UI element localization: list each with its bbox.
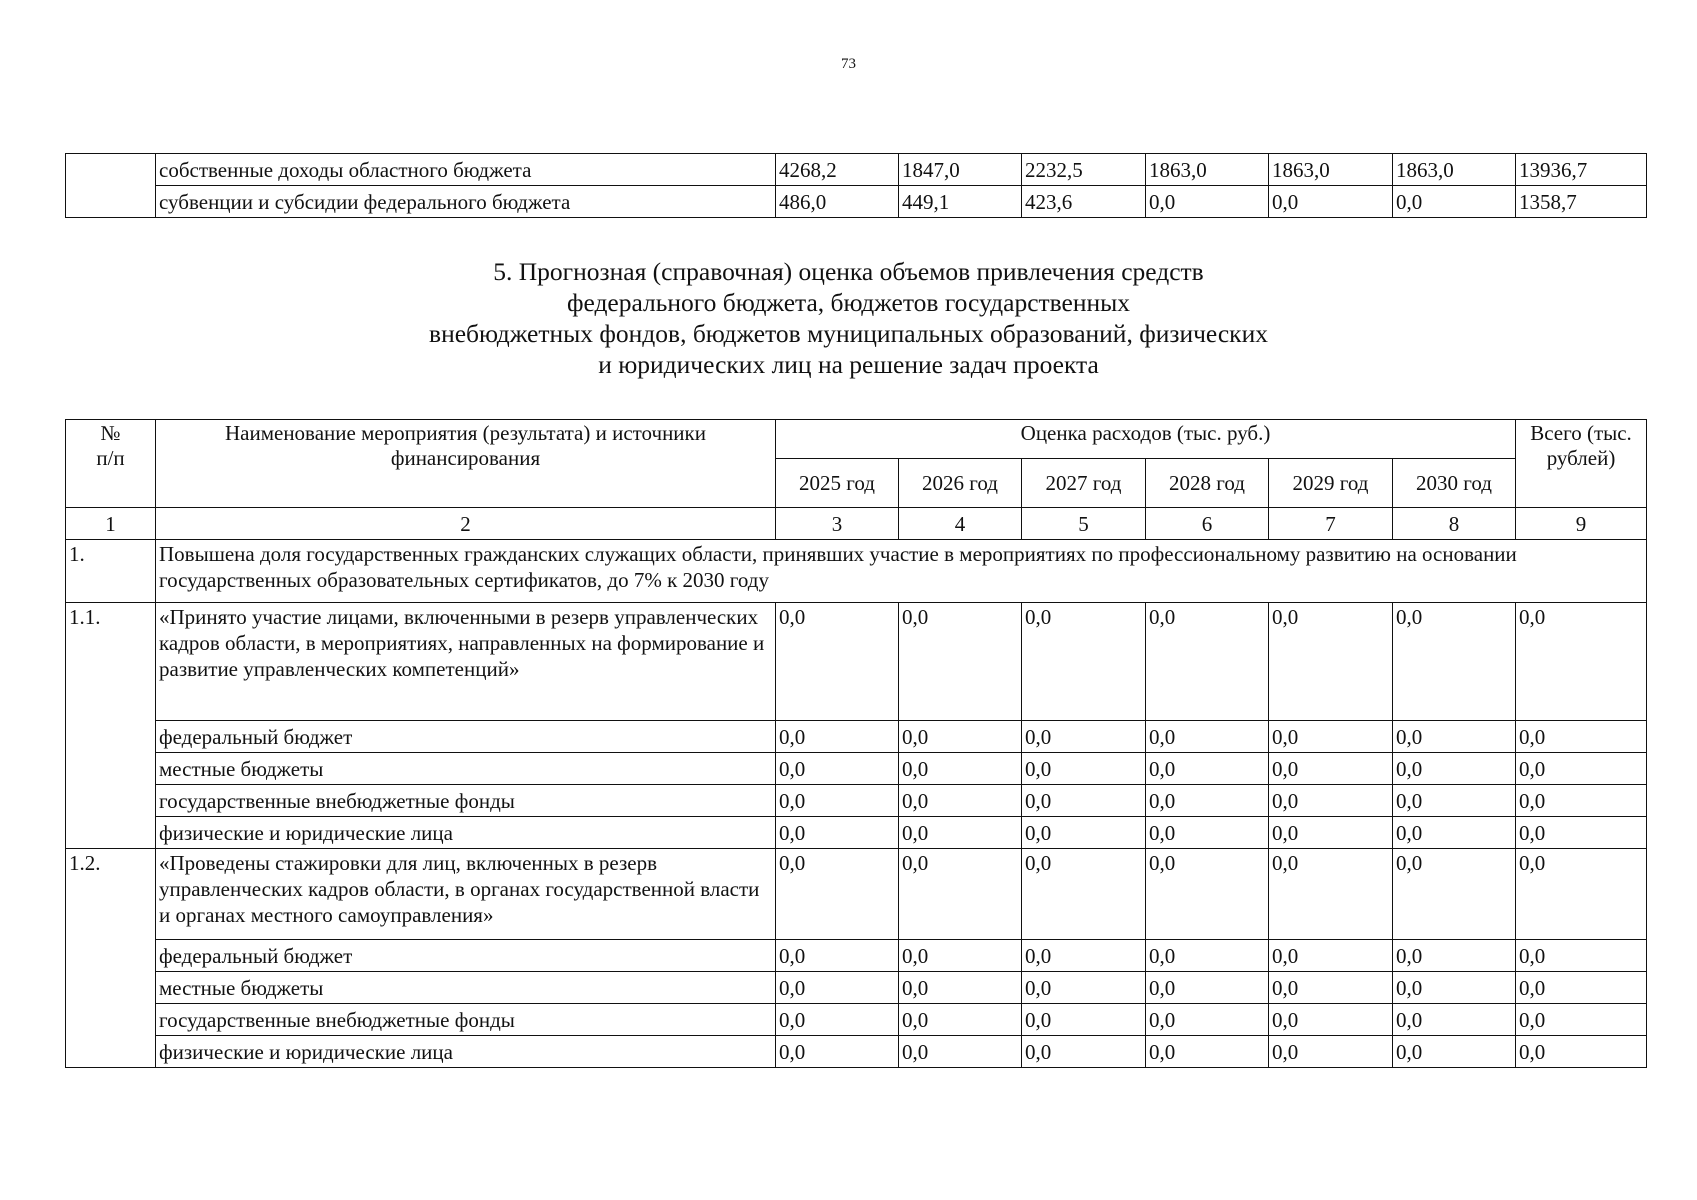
- section-title: [0, 256, 1697, 380]
- page-number: 73: [841, 56, 856, 72]
- value-cell: 0,0: [776, 785, 899, 817]
- source-label: местные бюджеты: [156, 972, 776, 1004]
- value-cell: 0,0: [1393, 940, 1516, 972]
- total-cell: 1358,7: [1516, 186, 1647, 218]
- value-cell: 0,0: [1393, 186, 1516, 218]
- total-cell: 0,0: [1516, 972, 1647, 1004]
- row-label: субвенции и субсидии федерального бюджета: [156, 186, 776, 218]
- source-row: [66, 721, 1647, 753]
- column-number: 9: [1516, 508, 1647, 540]
- main-table: [65, 419, 1647, 1068]
- value-cell: 0,0: [1022, 785, 1146, 817]
- value-cell: 0,0: [1022, 721, 1146, 753]
- value-cell: 0,0: [1146, 940, 1269, 972]
- total-cell: 0,0: [1516, 817, 1647, 849]
- value-cell: 0,0: [1022, 603, 1146, 721]
- section-title-line: федерального бюджета, бюджетов государственных: [566, 288, 1131, 317]
- value-cell: 0,0: [899, 753, 1022, 785]
- column-numbers-row: [66, 508, 1647, 540]
- value-cell: 0,0: [1146, 817, 1269, 849]
- value-cell: 0,0: [899, 603, 1022, 721]
- header-year: 2027 год: [1022, 459, 1146, 508]
- value-cell: 0,0: [1393, 972, 1516, 1004]
- item-text: «Принято участие лицами, включенными в резерв управленческих кадров области, в мероприятиях, направленных на формирование и развитие управленческих компетенций»: [156, 603, 776, 721]
- value-cell: 0,0: [1269, 753, 1393, 785]
- value-cell: 0,0: [1022, 753, 1146, 785]
- source-label: федеральный бюджет: [156, 940, 776, 972]
- value-cell: 0,0: [899, 817, 1022, 849]
- top-table: [65, 153, 1647, 218]
- total-cell: 0,0: [1516, 603, 1647, 721]
- value-cell: 0,0: [776, 1004, 899, 1036]
- source-label: федеральный бюджет: [156, 721, 776, 753]
- value-cell: 449,1: [899, 186, 1022, 218]
- value-cell: 0,0: [1269, 186, 1393, 218]
- value-cell: 0,0: [1269, 849, 1393, 940]
- header-estimate: Оценка расходов (тыс. руб.): [776, 420, 1516, 459]
- value-cell: 0,0: [776, 1036, 899, 1068]
- column-number: 6: [1146, 508, 1269, 540]
- value-cell: 0,0: [1022, 849, 1146, 940]
- value-cell: 0,0: [1269, 940, 1393, 972]
- value-cell: 0,0: [776, 603, 899, 721]
- total-cell: 0,0: [1516, 753, 1647, 785]
- source-row: [66, 972, 1647, 1004]
- header-row: [66, 420, 1647, 459]
- value-cell: 0,0: [1269, 817, 1393, 849]
- value-cell: 0,0: [1022, 1036, 1146, 1068]
- value-cell: 0,0: [1393, 721, 1516, 753]
- value-cell: 0,0: [899, 940, 1022, 972]
- goal-text: Повышена доля государственных гражданских служащих области, принявших участие в мероприятиях по профессиональному развитию на основании государственных образовательных сертификатов, до 7% к 2030 году: [156, 540, 1647, 603]
- goal-row: [66, 540, 1647, 603]
- total-cell: 13936,7: [1516, 154, 1647, 186]
- total-cell: 0,0: [1516, 940, 1647, 972]
- source-label: физические и юридические лица: [156, 1036, 776, 1068]
- top-table-row: [66, 186, 1647, 218]
- item-num: 1.2.: [66, 849, 156, 1068]
- source-row: [66, 1036, 1647, 1068]
- column-number: 5: [1022, 508, 1146, 540]
- value-cell: 0,0: [899, 721, 1022, 753]
- header-total: Всего (тыс. рублей): [1516, 420, 1647, 508]
- value-cell: 0,0: [776, 817, 899, 849]
- source-row: [66, 1004, 1647, 1036]
- value-cell: 0,0: [1269, 1036, 1393, 1068]
- value-cell: 0,0: [776, 721, 899, 753]
- source-row: [66, 785, 1647, 817]
- value-cell: 0,0: [776, 849, 899, 940]
- column-number: 4: [899, 508, 1022, 540]
- top-table-row: [66, 154, 1647, 186]
- value-cell: 0,0: [1393, 1036, 1516, 1068]
- total-cell: 0,0: [1516, 1004, 1647, 1036]
- value-cell: 0,0: [899, 1004, 1022, 1036]
- value-cell: 0,0: [1393, 785, 1516, 817]
- value-cell: 0,0: [1146, 721, 1269, 753]
- source-label: физические и юридические лица: [156, 817, 776, 849]
- source-label: местные бюджеты: [156, 753, 776, 785]
- header-year: 2025 год: [776, 459, 899, 508]
- value-cell: 0,0: [1146, 785, 1269, 817]
- header-name: Наименование мероприятия (результата) и источники финансирования: [156, 420, 776, 508]
- value-cell: 0,0: [1393, 849, 1516, 940]
- value-cell: 0,0: [1022, 817, 1146, 849]
- value-cell: 1863,0: [1146, 154, 1269, 186]
- value-cell: 0,0: [899, 785, 1022, 817]
- header-num: № п/п: [66, 420, 156, 508]
- total-cell: 0,0: [1516, 849, 1647, 940]
- column-number: 7: [1269, 508, 1393, 540]
- value-cell: 0,0: [1022, 940, 1146, 972]
- source-row: [66, 753, 1647, 785]
- value-cell: 0,0: [1146, 1004, 1269, 1036]
- header-year: 2030 год: [1393, 459, 1516, 508]
- item-row: [66, 603, 1647, 721]
- value-cell: 0,0: [776, 972, 899, 1004]
- total-cell: 0,0: [1516, 721, 1647, 753]
- value-cell: 0,0: [1146, 849, 1269, 940]
- source-label: государственные внебюджетные фонды: [156, 785, 776, 817]
- value-cell: 0,0: [776, 753, 899, 785]
- value-cell: 486,0: [776, 186, 899, 218]
- item-num: 1.1.: [66, 603, 156, 849]
- value-cell: 0,0: [1022, 972, 1146, 1004]
- header-year: 2028 год: [1146, 459, 1269, 508]
- row-label: собственные доходы областного бюджета: [156, 154, 776, 186]
- value-cell: 423,6: [1022, 186, 1146, 218]
- value-cell: 0,0: [1269, 721, 1393, 753]
- value-cell: 0,0: [1269, 785, 1393, 817]
- column-number: 2: [156, 508, 776, 540]
- total-cell: 0,0: [1516, 1036, 1647, 1068]
- value-cell: 0,0: [1269, 972, 1393, 1004]
- column-number: 1: [66, 508, 156, 540]
- source-label: государственные внебюджетные фонды: [156, 1004, 776, 1036]
- value-cell: 0,0: [1269, 1004, 1393, 1036]
- header-year: 2029 год: [1269, 459, 1393, 508]
- value-cell: 0,0: [1393, 817, 1516, 849]
- total-cell: 0,0: [1516, 785, 1647, 817]
- top-table-empty-cell: [66, 154, 156, 218]
- value-cell: 0,0: [1269, 603, 1393, 721]
- item-row: [66, 849, 1647, 940]
- value-cell: 0,0: [1022, 1004, 1146, 1036]
- value-cell: 1847,0: [899, 154, 1022, 186]
- value-cell: 1863,0: [1269, 154, 1393, 186]
- header-year: 2026 год: [899, 459, 1022, 508]
- column-number: 3: [776, 508, 899, 540]
- value-cell: 0,0: [1393, 753, 1516, 785]
- value-cell: 0,0: [1146, 1036, 1269, 1068]
- value-cell: 0,0: [899, 972, 1022, 1004]
- value-cell: 0,0: [899, 1036, 1022, 1068]
- value-cell: 2232,5: [1022, 154, 1146, 186]
- section-title-line: и юридических лиц на решение задач проекта: [598, 350, 1099, 379]
- value-cell: 0,0: [1146, 186, 1269, 218]
- item-text: «Проведены стажировки для лиц, включенных в резерв управленческих кадров области, в органах государственной власти и органах местного самоуправления»: [156, 849, 776, 940]
- value-cell: 0,0: [776, 940, 899, 972]
- value-cell: 1863,0: [1393, 154, 1516, 186]
- value-cell: 4268,2: [776, 154, 899, 186]
- section-title-line: внебюджетных фондов, бюджетов муниципальных образований, физических: [429, 319, 1268, 348]
- value-cell: 0,0: [899, 849, 1022, 940]
- value-cell: 0,0: [1146, 603, 1269, 721]
- source-row: [66, 817, 1647, 849]
- column-number: 8: [1393, 508, 1516, 540]
- value-cell: 0,0: [1393, 1004, 1516, 1036]
- value-cell: 0,0: [1393, 603, 1516, 721]
- goal-num: 1.: [66, 540, 156, 603]
- section-title-line: 5. Прогнозная (справочная) оценка объемов привлечения средств: [493, 257, 1204, 286]
- value-cell: 0,0: [1146, 972, 1269, 1004]
- source-row: [66, 940, 1647, 972]
- value-cell: 0,0: [1146, 753, 1269, 785]
